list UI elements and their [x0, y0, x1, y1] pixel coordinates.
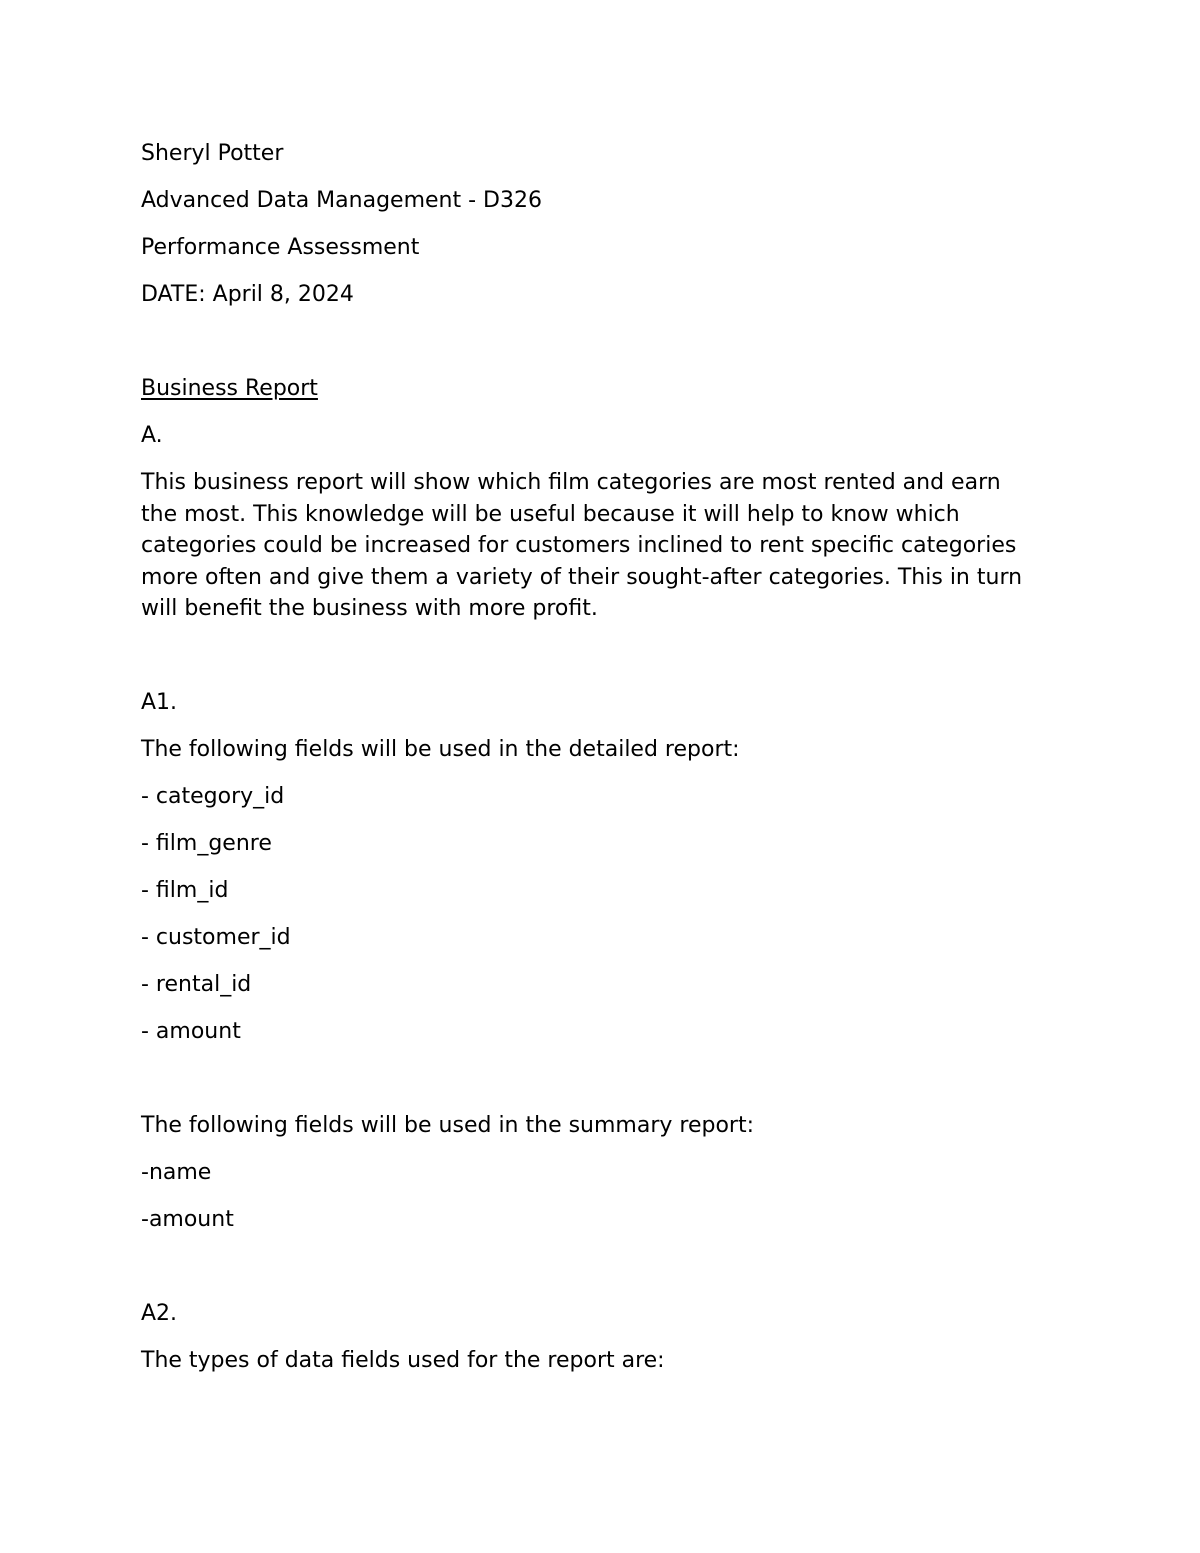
detailed-fields-list	[141, 781, 1041, 1048]
section-a-label: A.	[141, 423, 163, 448]
list-item: -name	[141, 1159, 212, 1185]
list-item: - rental_id	[141, 971, 252, 997]
section-a1-label: A1.	[141, 689, 178, 715]
course-title: Advanced Data Management - D326	[141, 188, 542, 213]
spacer	[141, 1251, 1041, 1298]
spacer	[141, 1063, 1041, 1110]
list-item: - customer_id	[141, 924, 291, 950]
list-item: - film_genre	[141, 830, 272, 856]
section-a-paragraph: This business report will show which film categories are most rented and earn the most. This knowledge will be useful because it will help to know which categories could be increased for customers inclined to rent specific categories more often and give them a variety of their sought-after categories. This in turn will benefit the business with more profit.	[141, 470, 1023, 621]
spacer	[141, 326, 1041, 373]
summary-report-intro: The following fields will be used in the summary report:	[141, 1112, 755, 1138]
list-item: - film_id	[141, 877, 229, 903]
spacer	[141, 640, 1041, 687]
section-a2-intro: The types of data fields used for the report are:	[141, 1347, 665, 1373]
author-name: Sheryl Potter	[141, 141, 284, 166]
list-item: - category_id	[141, 783, 285, 809]
assessment-title: Performance Assessment	[141, 235, 420, 260]
list-item: -amount	[141, 1206, 234, 1232]
document-body	[141, 138, 1041, 1392]
summary-fields-list	[141, 1157, 1041, 1236]
detailed-report-intro: The following fields will be used in the detailed report:	[141, 736, 740, 762]
report-title: Business Report	[141, 376, 318, 401]
document-date: DATE: April 8, 2024	[141, 282, 354, 307]
list-item: - amount	[141, 1018, 241, 1044]
section-a2-label: A2.	[141, 1300, 178, 1326]
